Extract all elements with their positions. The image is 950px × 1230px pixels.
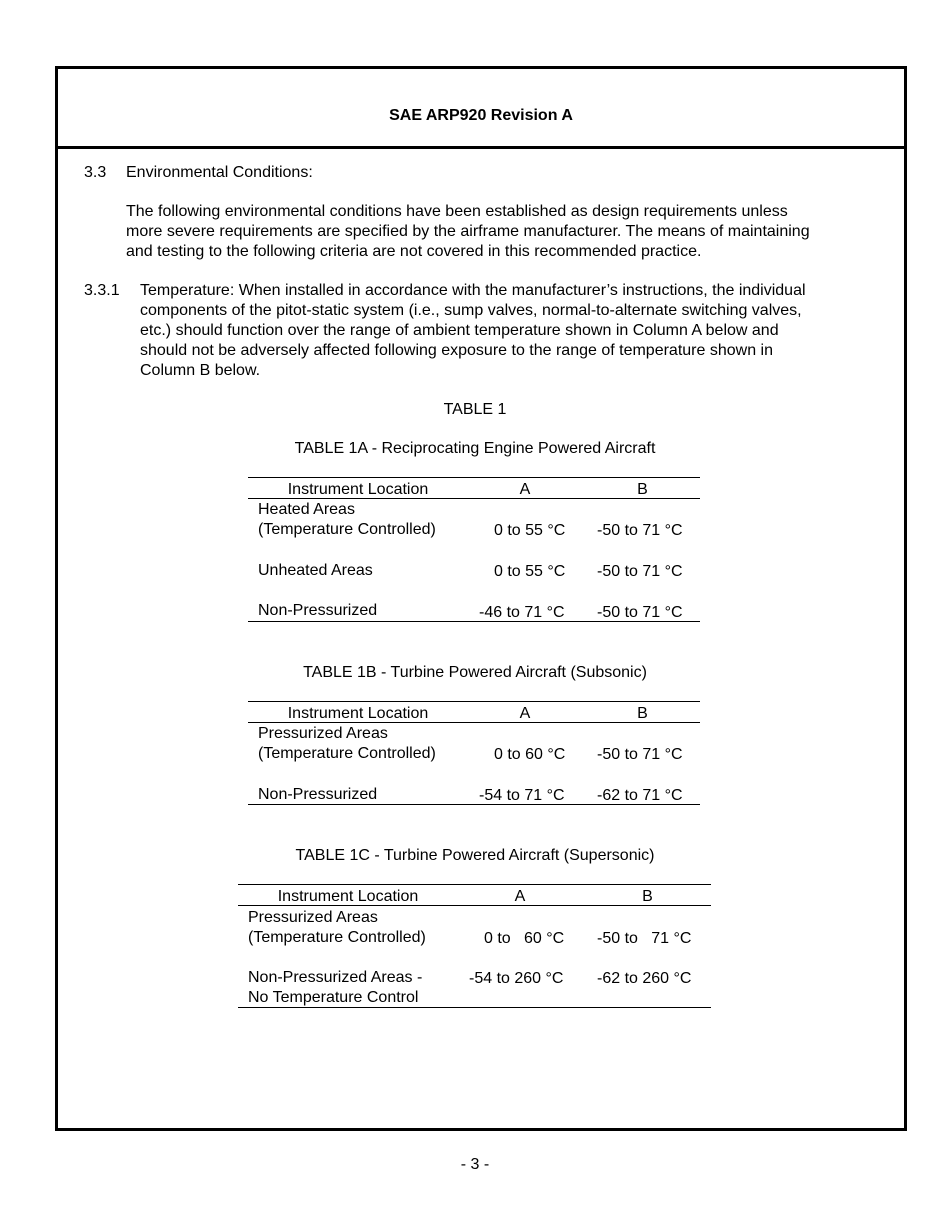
table-1c-row-1-location-line-2: (Temperature Controlled) xyxy=(248,929,426,946)
section-3-3-paragraph-line-1: The following environmental conditions have been established as design requirements unless xyxy=(126,203,788,220)
table-1a-header-location: Instrument Location xyxy=(287,481,429,498)
table-1b-row-1-a: 0 to 60 °C xyxy=(494,746,566,763)
table-1a-row-2-b: -50 to 71 °C xyxy=(597,563,683,580)
table-1b-row-1-location-line-1: Pressurized Areas xyxy=(258,725,388,742)
table-1c-top-rule xyxy=(238,884,711,885)
table-1a-header-b: B xyxy=(637,481,648,498)
table-1c-row-2-a: -54 to 260 °C xyxy=(469,970,564,987)
table-1a-row-3-location: Non-Pressurized xyxy=(258,602,378,619)
table-1a-row-1-a: 0 to 55 °C xyxy=(494,522,566,539)
table-1b-header-b: B xyxy=(637,705,648,722)
table-1b-header-rule xyxy=(248,722,700,723)
table-1c-header-a: A xyxy=(514,888,526,905)
section-3-3-1-line-4: should not be adversely affected following exposure to the range of temperature shown in xyxy=(140,342,773,359)
table-1c-row-1-b: -50 to 71 °C xyxy=(597,930,692,947)
section-3-3-paragraph-line-2: more severe requirements are specified by the airframe manufacturer. The means of maintaining xyxy=(126,223,810,240)
section-3-3-1-number: 3.3.1 xyxy=(84,282,120,299)
table-1b-header-a: A xyxy=(519,705,531,722)
table-1a-top-rule xyxy=(248,477,700,478)
table-1c-row-2-b: -62 to 260 °C xyxy=(597,970,692,987)
table-1b-row-2-a: -54 to 71 °C xyxy=(479,787,565,804)
table-1a-row-1-b: -50 to 71 °C xyxy=(597,522,683,539)
table-1b-row-1-b: -50 to 71 °C xyxy=(597,746,683,763)
table-1a-header-a: A xyxy=(519,481,531,498)
table-1c-row-1-a: 0 to 60 °C xyxy=(484,930,565,947)
table-1b-title: TABLE 1B - Turbine Powered Aircraft (Subsonic) xyxy=(303,664,647,681)
table-1c-title: TABLE 1C - Turbine Powered Aircraft (Supersonic) xyxy=(295,847,655,864)
section-3-3-paragraph-line-3: and testing to the following criteria are not covered in this recommended practice. xyxy=(126,243,702,260)
table-1a-row-3-a: -46 to 71 °C xyxy=(479,604,565,621)
table-1c-row-1-location-line-1: Pressurized Areas xyxy=(248,909,378,926)
table-1c-row-2-location-line-2: No Temperature Control xyxy=(248,989,419,1006)
table-1a-row-1-location-line-2: (Temperature Controlled) xyxy=(258,521,436,538)
table-1b-header-location: Instrument Location xyxy=(287,705,429,722)
table-1a-bottom-rule xyxy=(248,621,700,622)
table-1a-title: TABLE 1A - Reciprocating Engine Powered Aircraft xyxy=(294,440,656,457)
table-1a-row-2-a: 0 to 55 °C xyxy=(494,563,566,580)
table-1a-row-2-location: Unheated Areas xyxy=(258,562,373,579)
table-1c-header-location: Instrument Location xyxy=(277,888,419,905)
document-title: SAE ARP920 Revision A xyxy=(389,107,573,124)
section-3-3-1-line-3: etc.) should function over the range of ambient temperature shown in Column A below and xyxy=(140,322,779,339)
table-1-title: TABLE 1 xyxy=(443,401,507,418)
table-1c-header-b: B xyxy=(642,888,653,905)
section-3-3-title: Environmental Conditions: xyxy=(126,164,313,181)
table-1a-row-3-b: -50 to 71 °C xyxy=(597,604,683,621)
table-1b-row-2-b: -62 to 71 °C xyxy=(597,787,683,804)
page-number: - 3 - xyxy=(460,1156,490,1173)
section-3-3-1-line-2: components of the pitot-static system (i.e., sump valves, normal-to-alternate switching valves, xyxy=(140,302,802,319)
table-1b-row-1-location-line-2: (Temperature Controlled) xyxy=(258,745,436,762)
table-1a-row-1-location-line-1: Heated Areas xyxy=(258,501,355,518)
table-1c-bottom-rule xyxy=(238,1007,711,1008)
table-1c-header-rule xyxy=(238,905,711,906)
table-1b-row-2-location: Non-Pressurized xyxy=(258,786,378,803)
header-band xyxy=(58,69,904,149)
table-1a-header-rule xyxy=(248,498,700,499)
table-1c-row-2-location-line-1: Non-Pressurized Areas - xyxy=(248,969,423,986)
section-3-3-1-line-1: Temperature: When installed in accordance with the manufacturer’s instructions, the individual xyxy=(140,282,806,299)
section-3-3-1-line-5: Column B below. xyxy=(140,362,261,379)
section-3-3-number: 3.3 xyxy=(84,164,107,181)
table-1b-top-rule xyxy=(248,701,700,702)
table-1b-bottom-rule xyxy=(248,804,700,805)
